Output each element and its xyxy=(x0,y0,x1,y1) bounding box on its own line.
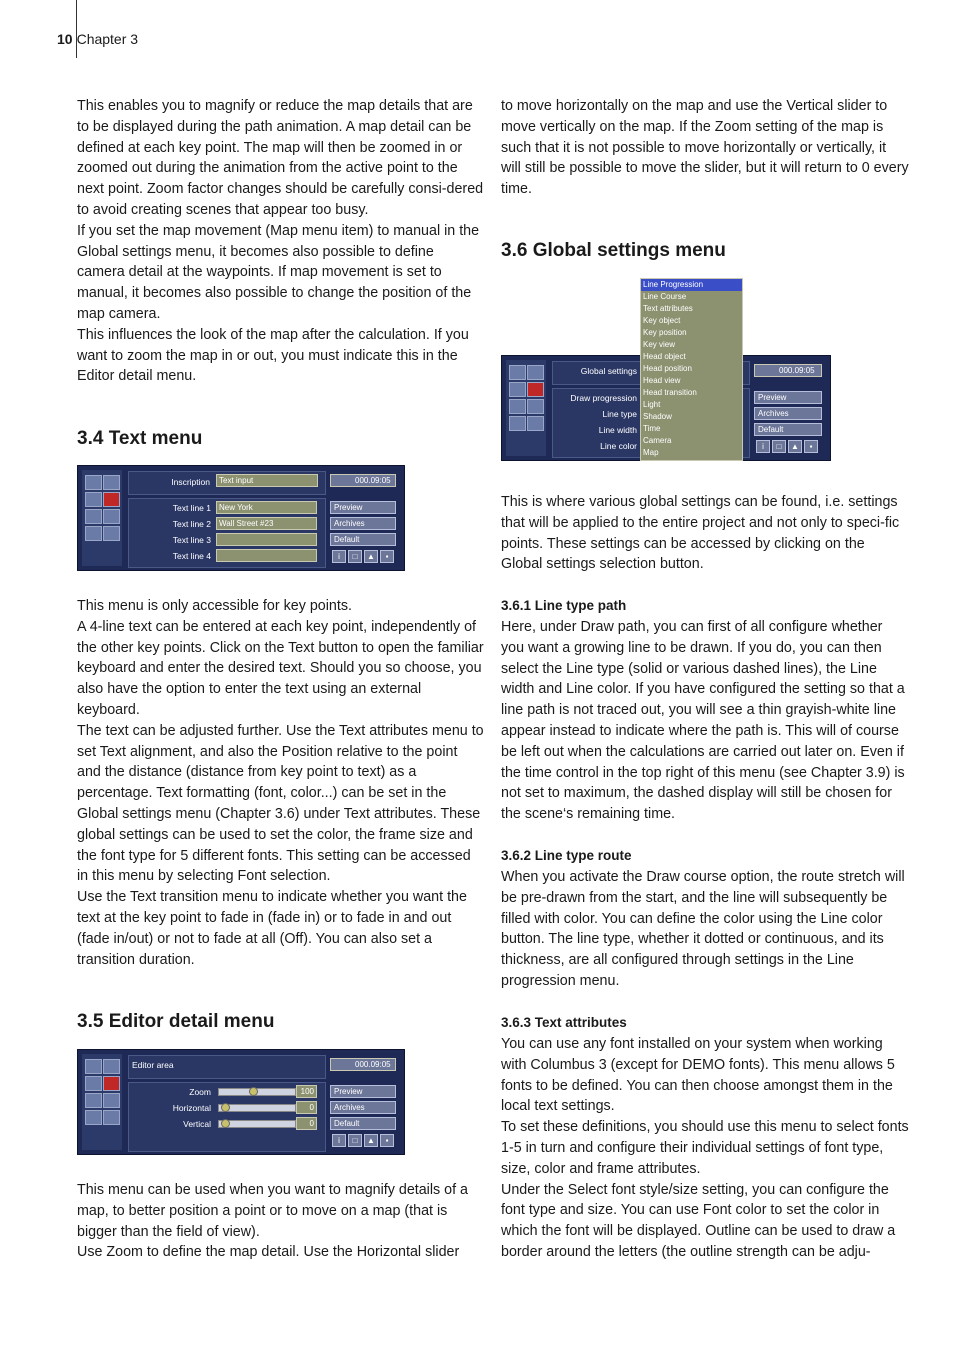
archives-button[interactable]: Archives xyxy=(754,407,822,420)
text-icon xyxy=(103,492,120,507)
page-header xyxy=(57,31,138,47)
tool-icon xyxy=(103,1110,120,1125)
text-line-1-label: Text line 1 xyxy=(172,503,211,513)
time-display xyxy=(330,474,396,487)
tool-icon xyxy=(85,1059,102,1074)
paragraph: Here, under Draw path, you can first of all configure whether you want a growing line to be drawn. If you do, you can then select the Line type (solid or various dashed lines), the Line width and Line color. If you have configured the setting so that a line path is not traced out, you will see a thin grayish-white line appear instead to indicate where the path is. This will of course be left out when the calculations are carried out later on. Even if the time control in the top right of this menu (see Chapter 3.9) is not set to maximum, the dashed display will still be chosen for the scene‘s remaining time. xyxy=(501,619,905,823)
section-title-3-6: 3.6 Global settings menu xyxy=(501,240,726,261)
text-input-field[interactable]: Text input xyxy=(216,474,318,487)
horizontal-value: 0 xyxy=(296,1101,317,1114)
square-icon[interactable]: □ xyxy=(348,1134,362,1147)
text-line-2-label: Text line 2 xyxy=(172,519,211,529)
sec34-body xyxy=(77,596,485,970)
tool-icon xyxy=(509,416,526,431)
paragraph: To set these definitions, you should use this menu to select fonts 1-5 in turn and configure their individual settings of font type, size, color and frame attributes. xyxy=(501,1119,909,1177)
arrow-icon[interactable]: ▲ xyxy=(364,1134,378,1147)
text-icon xyxy=(527,382,544,397)
text-line-3-field[interactable] xyxy=(216,533,317,546)
arrows-icon xyxy=(85,1093,102,1108)
left-intro xyxy=(77,96,485,387)
paragraph: to move horizontally on the map and use the Vertical slider to move vertically on the map. If the Zoom setting of the map is such that it is not possible to move horizontally or vertically, it will still be possible to move the slider, but it will return to 0 every time. xyxy=(501,98,909,198)
text-line-1-field[interactable]: New York xyxy=(216,501,317,514)
archives-button[interactable]: Archives xyxy=(330,517,396,530)
subsection-title-3-6-2: 3.6.2 Line type route xyxy=(501,848,632,863)
time-display xyxy=(330,1058,396,1071)
editor-detail-screenshot xyxy=(77,1049,405,1155)
section-title-3-5: 3.5 Editor detail menu xyxy=(77,1011,275,1032)
line-color-label: Line color xyxy=(600,441,637,451)
vertical-value: 0 xyxy=(296,1117,317,1130)
menu-item[interactable]: Key view xyxy=(643,340,676,349)
tool-icon xyxy=(103,1059,120,1074)
info-icon[interactable]: i xyxy=(756,440,770,453)
paragraph: This menu can be used when you want to magnify details of a map, to better position a point or to move on a map (that is bigger than the field of view). xyxy=(77,1182,469,1240)
default-button[interactable]: Default xyxy=(330,1117,396,1130)
tool-icon xyxy=(527,416,544,431)
paragraph: You can use any font installed on your system when working with Columbus 3 (except for DEMO fonts). This menu allows 5 fonts to be defined. You can then choose amongst them in the local text settings. xyxy=(501,1036,895,1115)
time-value: 000.09:05 xyxy=(779,366,815,375)
menu-item[interactable]: Key object xyxy=(643,316,681,325)
right-continuation xyxy=(501,96,909,200)
line-width-label: Line width xyxy=(598,425,637,435)
slider-knob[interactable] xyxy=(221,1119,230,1128)
paragraph: Under the Select font style/size setting, you can configure the font type and size. You can use Font color to set the color in which the font will be displayed. Outline can be used to draw a border around the letters (the outline strength can be adju- xyxy=(501,1181,896,1260)
text-menu-screenshot xyxy=(77,465,405,571)
menu-item[interactable]: Line Course xyxy=(643,292,687,301)
camera-icon xyxy=(509,382,526,397)
inscription-label: Inscription xyxy=(171,477,210,487)
paragraph: The text can be adjusted further. Use the Text attributes menu to set Text alignment, and also the Position relative to the point and the distance (distance from key point to text) as a percentage. Text formatting (font, color...) can be set in the Global settings menu (Chapter 3.6) under Text attributes. These global settings can be used to set the color, the frame size and the font type for 5 different fonts. This setting can be accessed in this menu by selecting Font selection. xyxy=(77,722,484,885)
zoom-slider[interactable] xyxy=(218,1088,296,1096)
menu-item[interactable]: Map xyxy=(643,448,659,457)
time-value: 000.09:05 xyxy=(355,1060,391,1069)
section-title-3-4: 3.4 Text menu xyxy=(77,428,203,449)
paragraph: A 4-line text can be entered at each key point, independently of the other key points. Click on the Text button to open the familiar keyboard and enter the desired text. Should you so choose, you also have the option to enter the text using an external keyboard. xyxy=(77,618,484,718)
arrows-icon xyxy=(509,399,526,414)
menu-item[interactable]: Head object xyxy=(643,352,686,361)
icon-column xyxy=(506,360,546,456)
slider-knob[interactable] xyxy=(249,1087,258,1096)
paragraph: Use the Text transition menu to indicate whether you want the text at the key point to fade in (fade in) or to fade in and out (fade in/out) or not to fade at all (Off). You can also set a transition duration. xyxy=(77,889,467,968)
default-button[interactable]: Default xyxy=(330,533,396,546)
line-type-label: Line type xyxy=(602,409,637,419)
preview-button[interactable]: Preview xyxy=(330,501,396,514)
globe-icon xyxy=(103,1093,120,1108)
menu-item[interactable]: Key position xyxy=(643,328,687,337)
text-line-4-label: Text line 4 xyxy=(172,551,211,561)
tool-icon xyxy=(85,526,102,541)
menu-item[interactable]: Head view xyxy=(643,376,681,385)
vertical-slider[interactable] xyxy=(218,1120,296,1128)
global-settings-label: Global settings xyxy=(580,366,637,376)
paragraph: Use Zoom to define the map detail. Use the Horizontal slider xyxy=(77,1244,460,1261)
slider-knob[interactable] xyxy=(221,1103,230,1112)
color-icon[interactable]: ▪ xyxy=(380,1134,394,1147)
subsection-title-3-6-1: 3.6.1 Line type path xyxy=(501,598,627,613)
page-number: 10 xyxy=(57,31,73,47)
zoom-label: Zoom xyxy=(189,1087,211,1097)
tool-icon xyxy=(509,365,526,380)
color-icon[interactable]: ▪ xyxy=(804,440,818,453)
horizontal-slider[interactable] xyxy=(218,1104,296,1112)
arrows-icon xyxy=(85,509,102,524)
s361-body xyxy=(501,617,909,825)
vertical-label: Vertical xyxy=(183,1119,211,1129)
menu-item[interactable]: Head transition xyxy=(643,388,697,397)
archives-button[interactable]: Archives xyxy=(330,1101,396,1114)
arrow-icon[interactable]: ▲ xyxy=(788,440,802,453)
text-icon xyxy=(103,1076,120,1091)
paragraph: This menu is only accessible for key points. xyxy=(77,598,352,614)
icon-column xyxy=(82,1054,122,1150)
info-icon[interactable]: i xyxy=(332,550,346,563)
preview-button[interactable]: Preview xyxy=(754,391,822,404)
menu-item[interactable]: Light xyxy=(643,400,661,409)
tool-icon xyxy=(85,475,102,490)
sec35-body xyxy=(77,1180,485,1263)
globe-icon xyxy=(103,509,120,524)
tool-icon xyxy=(103,526,120,541)
text-line-2-field[interactable]: Wall Street #23 xyxy=(216,517,317,530)
tool-icon xyxy=(85,1110,102,1125)
zoom-value: 100 xyxy=(296,1085,317,1098)
paragraph: This enables you to magnify or reduce the map details that are to be displayed during the path animation. A map detail can be defined at each key point. The map will then be zoomed in or zoomed out during the animation from the active point to the next point. Zoom factor changes should be carefully consi-dered to avoid creating scenes that appear too busy. xyxy=(77,98,484,218)
subsection-title-3-6-3: 3.6.3 Text attributes xyxy=(501,1015,627,1030)
menu-item[interactable]: Line Progression xyxy=(641,279,742,291)
square-icon[interactable]: □ xyxy=(772,440,786,453)
camera-icon xyxy=(85,492,102,507)
globe-icon xyxy=(527,399,544,414)
preview-button[interactable]: Preview xyxy=(330,1085,396,1098)
text-line-4-field[interactable] xyxy=(216,549,317,562)
chapter-label: Chapter 3 xyxy=(76,31,139,47)
info-icon[interactable]: i xyxy=(332,1134,346,1147)
editor-area-label: Editor area xyxy=(132,1060,174,1070)
s362-body xyxy=(501,867,909,992)
color-icon[interactable]: ▪ xyxy=(380,550,394,563)
tool-icon xyxy=(103,475,120,490)
text-line-3-label: Text line 3 xyxy=(172,535,211,545)
menu-item[interactable]: Camera xyxy=(643,436,672,445)
default-button[interactable]: Default xyxy=(754,423,822,436)
paragraph: If you set the map movement (Map menu item) to manual in the Global settings menu, it becomes also possible to define camera detail at the waypoints. If map movement is set to manual, it becomes also possible to change the position of the map camera. xyxy=(77,222,480,322)
paragraph: This influences the look of the map after the calculation. If you want to zoom the map in or out, you must indicate this in the Editor detail menu. xyxy=(77,326,469,385)
menu-item[interactable]: Time xyxy=(643,424,661,433)
time-value: 000.09:05 xyxy=(355,476,391,485)
global-settings-dropdown[interactable] xyxy=(640,278,743,461)
square-icon[interactable]: □ xyxy=(348,550,362,563)
time-display xyxy=(754,364,822,377)
s363-body xyxy=(501,1034,909,1263)
draw-progression-label: Draw progression xyxy=(570,393,637,403)
paragraph: When you activate the Draw course option, the route stretch will be pre-drawn from the start, and the line will subsequently be filled with color. You can define the color using the Line color button. The line type, whether it dotted or continuous, and its thickness, are all configured through settings in the Line progression menu. xyxy=(501,869,905,989)
tool-icon xyxy=(527,365,544,380)
camera-icon xyxy=(85,1076,102,1091)
arrow-icon[interactable]: ▲ xyxy=(364,550,378,563)
icon-column xyxy=(82,470,122,566)
horizontal-label: Horizontal xyxy=(172,1103,211,1113)
header-rule xyxy=(76,0,77,58)
menu-item[interactable]: Head position xyxy=(643,364,692,373)
sec36-body xyxy=(501,492,909,575)
paragraph: This is where various global settings can be found, i.e. settings that will be applied to the entire project and not only to speci-fic points. These settings can be accessed by clicking on the Global settings selection button. xyxy=(501,494,900,573)
menu-item[interactable]: Shadow xyxy=(643,412,672,421)
menu-item[interactable]: Text attributes xyxy=(643,304,693,313)
